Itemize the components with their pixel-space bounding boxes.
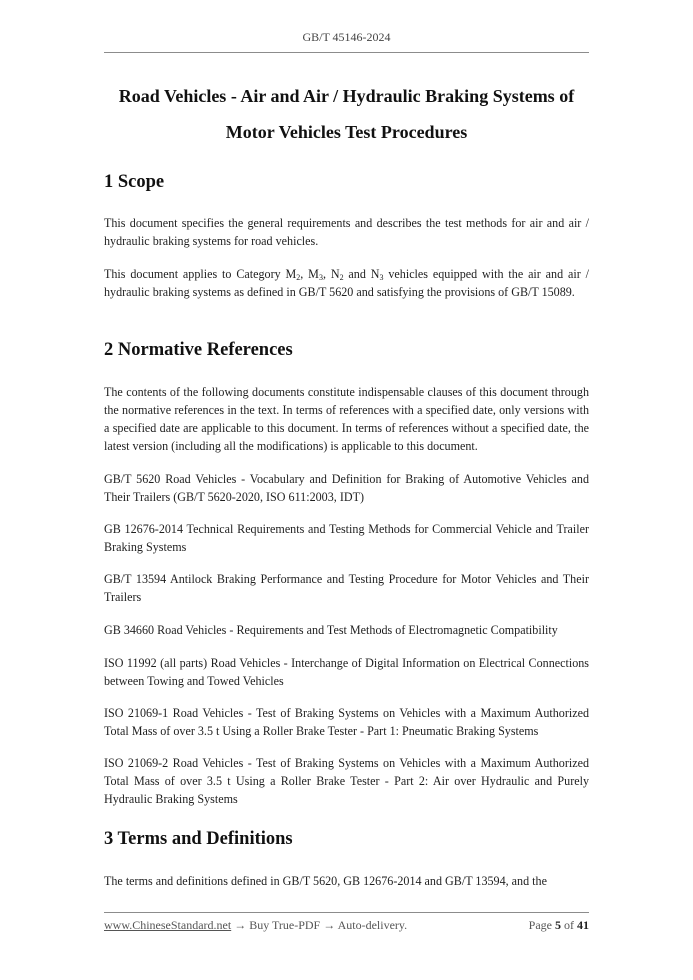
scope-paragraph-1: This document specifies the general requirements and describes the test methods for air and air / hydraulic braking systems for road vehicles. xyxy=(104,216,589,248)
document-title-line-2: Motor Vehicles Test Procedures xyxy=(225,122,468,142)
header-divider xyxy=(104,52,589,53)
current-page: 5 xyxy=(555,918,561,932)
section-heading-scope: 1 Scope xyxy=(104,172,165,192)
arrow-right-icon: → xyxy=(320,918,338,932)
footer-links xyxy=(104,918,407,933)
website-link[interactable]: www.ChineseStandard.net xyxy=(104,918,232,932)
auto-delivery-text: Auto-delivery. xyxy=(337,918,408,932)
page-header: GB/T 45146-2024 xyxy=(302,30,391,44)
scope-paragraph-2: This document applies to Category $M_2$, $M_3$, $N_2$ and $N_3$ vehicles equipped with the air and air / hydraulic braking systems as defined in GB/T 5620 and satisfying the provisions of GB/T 15089. xyxy=(104,267,589,299)
page-number: Page 5 of 41 xyxy=(528,918,589,932)
section-heading-terms-definitions: 3 Terms and Definitions xyxy=(104,829,293,849)
reference-item: ISO 21069-2 Road Vehicles - Test of Braking Systems on Vehicles with a Maximum Authorized Total Mass of over 3.5 t Using a Roller Brake Tester - Part 2: Air over Hydraulic and Purely Hydraulic Braking Systems xyxy=(104,756,589,806)
reference-item: GB 12676-2014 Technical Requirements and Testing Methods for Commercial Vehicle and Trailer Braking Systems xyxy=(104,522,589,554)
arrow-right-icon: → xyxy=(231,918,250,932)
buy-pdf-text: Buy True-PDF xyxy=(249,918,321,932)
total-pages: 41 xyxy=(577,918,589,932)
footer-divider xyxy=(104,912,589,913)
reference-item: GB 34660 Road Vehicles - Requirements and Test Methods of Electromagnetic Compatibility xyxy=(104,623,558,637)
reference-item: GB/T 13594 Antilock Braking Performance and Testing Procedure for Motor Vehicles and Their Trailers xyxy=(104,572,589,604)
terms-paragraph-1: The terms and definitions defined in GB/T 5620, GB 12676-2014 and GB/T 13594, and the xyxy=(104,874,547,888)
normative-intro-paragraph: The contents of the following documents constitute indispensable clauses of this document through the normative references in the text. In terms of references with a specified date, only versions with a specified date are applicable to this document. In terms of references without a specified date, the latest version (including all the modifications) is applicable to this document. xyxy=(104,385,589,453)
reference-item: GB/T 5620 Road Vehicles - Vocabulary and Definition for Braking of Automotive Vehicles and Their Trailers (GB/T 5620-2020, ISO 611:2003, IDT) xyxy=(104,472,589,504)
document-title-line-1: Road Vehicles - Air and Air / Hydraulic Braking Systems of xyxy=(118,86,575,106)
reference-item: ISO 21069-1 Road Vehicles - Test of Braking Systems on Vehicles with a Maximum Authorized Total Mass of over 3.5 t Using a Roller Brake Tester - Part 1: Pneumatic Braking Systems xyxy=(104,706,589,738)
section-heading-normative-references: 2 Normative References xyxy=(104,340,293,360)
reference-item: ISO 11992 (all parts) Road Vehicles - Interchange of Digital Information on Electrical Connections between Towing and Towed Vehicles xyxy=(104,656,589,688)
